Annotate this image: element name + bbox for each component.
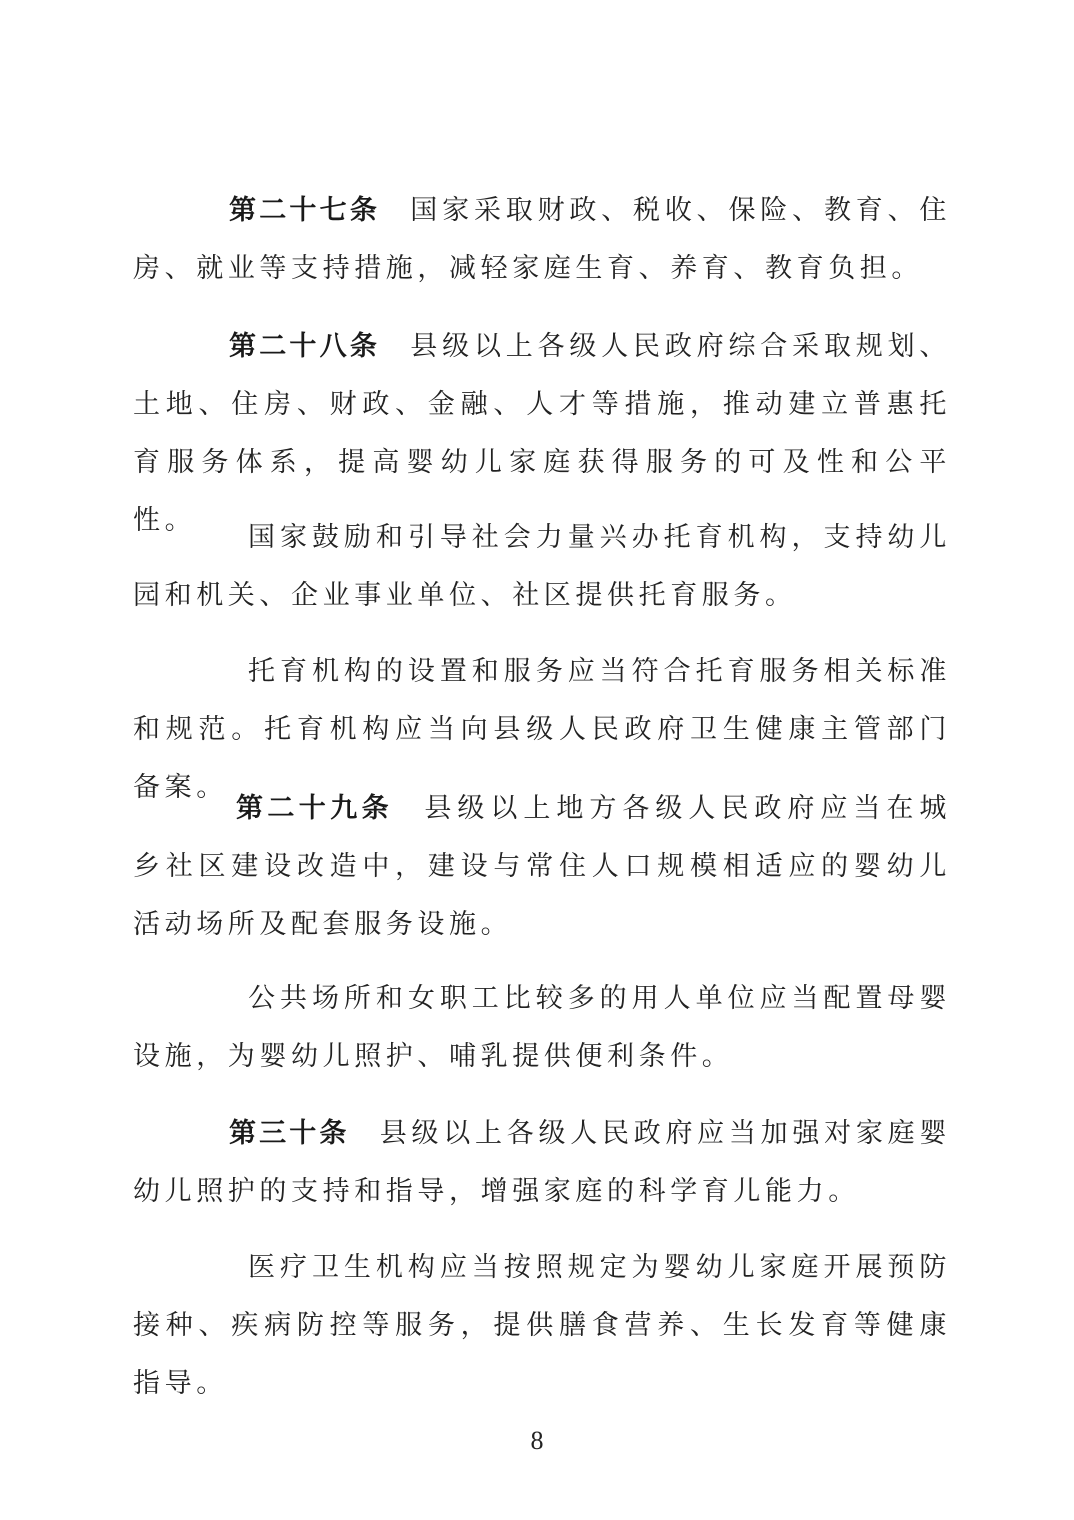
article-29-paragraph bbox=[133, 780, 951, 954]
paragraph-text: 县级以上各级人民政府应当加强对家庭婴幼儿照护的支持和指导，增强家庭的科学育儿能力。 bbox=[133, 1118, 952, 1207]
paragraph-text: 县级以上地方各级人民政府应当在城乡社区建设改造中，建设与常住人口规模相适应的婴幼儿活动场所及配套服务设施。 bbox=[133, 793, 951, 940]
paragraph-text: 托育机构的设置和服务应当符合托育服务相关标准和规范。托育机构应当向县级人民政府卫生健康主管部门备案。 bbox=[133, 656, 951, 803]
article-27-paragraph bbox=[133, 182, 951, 298]
paragraph-text: 医疗卫生机构应当按照规定为婴幼儿家庭开展预防接种、疾病防控等服务，提供膳食营养、生长发育等健康指导。 bbox=[133, 1252, 951, 1399]
article-heading: 第二十七条 bbox=[229, 195, 381, 226]
article-29-paragraph-2 bbox=[133, 970, 951, 1086]
page-number: 8 bbox=[530, 1426, 544, 1455]
article-30-paragraph-2 bbox=[133, 1239, 951, 1413]
article-28-paragraph-2 bbox=[133, 509, 951, 625]
paragraph-text: 县级以上各级人民政府综合采取规划、土地、住房、财政、金融、人才等措施，推动建立普惠托育服务体系，提高婴幼儿家庭获得服务的可及性和公平性。 bbox=[133, 331, 951, 536]
article-heading: 第二十九条 bbox=[236, 793, 393, 824]
article-heading: 第二十八条 bbox=[229, 331, 381, 362]
article-heading: 第三十条 bbox=[229, 1118, 350, 1149]
paragraph-text: 国家鼓励和引导社会力量兴办托育机构，支持幼儿园和机关、企业事业单位、社区提供托育服务。 bbox=[133, 522, 951, 611]
paragraph-text: 公共场所和女职工比较多的用人单位应当配置母婴设施，为婴幼儿照护、哺乳提供便利条件。 bbox=[133, 983, 951, 1072]
article-30-paragraph bbox=[133, 1105, 951, 1221]
paragraph-text: 国家采取财政、税收、保险、教育、住房、就业等支持措施，减轻家庭生育、养育、教育负担。 bbox=[133, 195, 951, 284]
